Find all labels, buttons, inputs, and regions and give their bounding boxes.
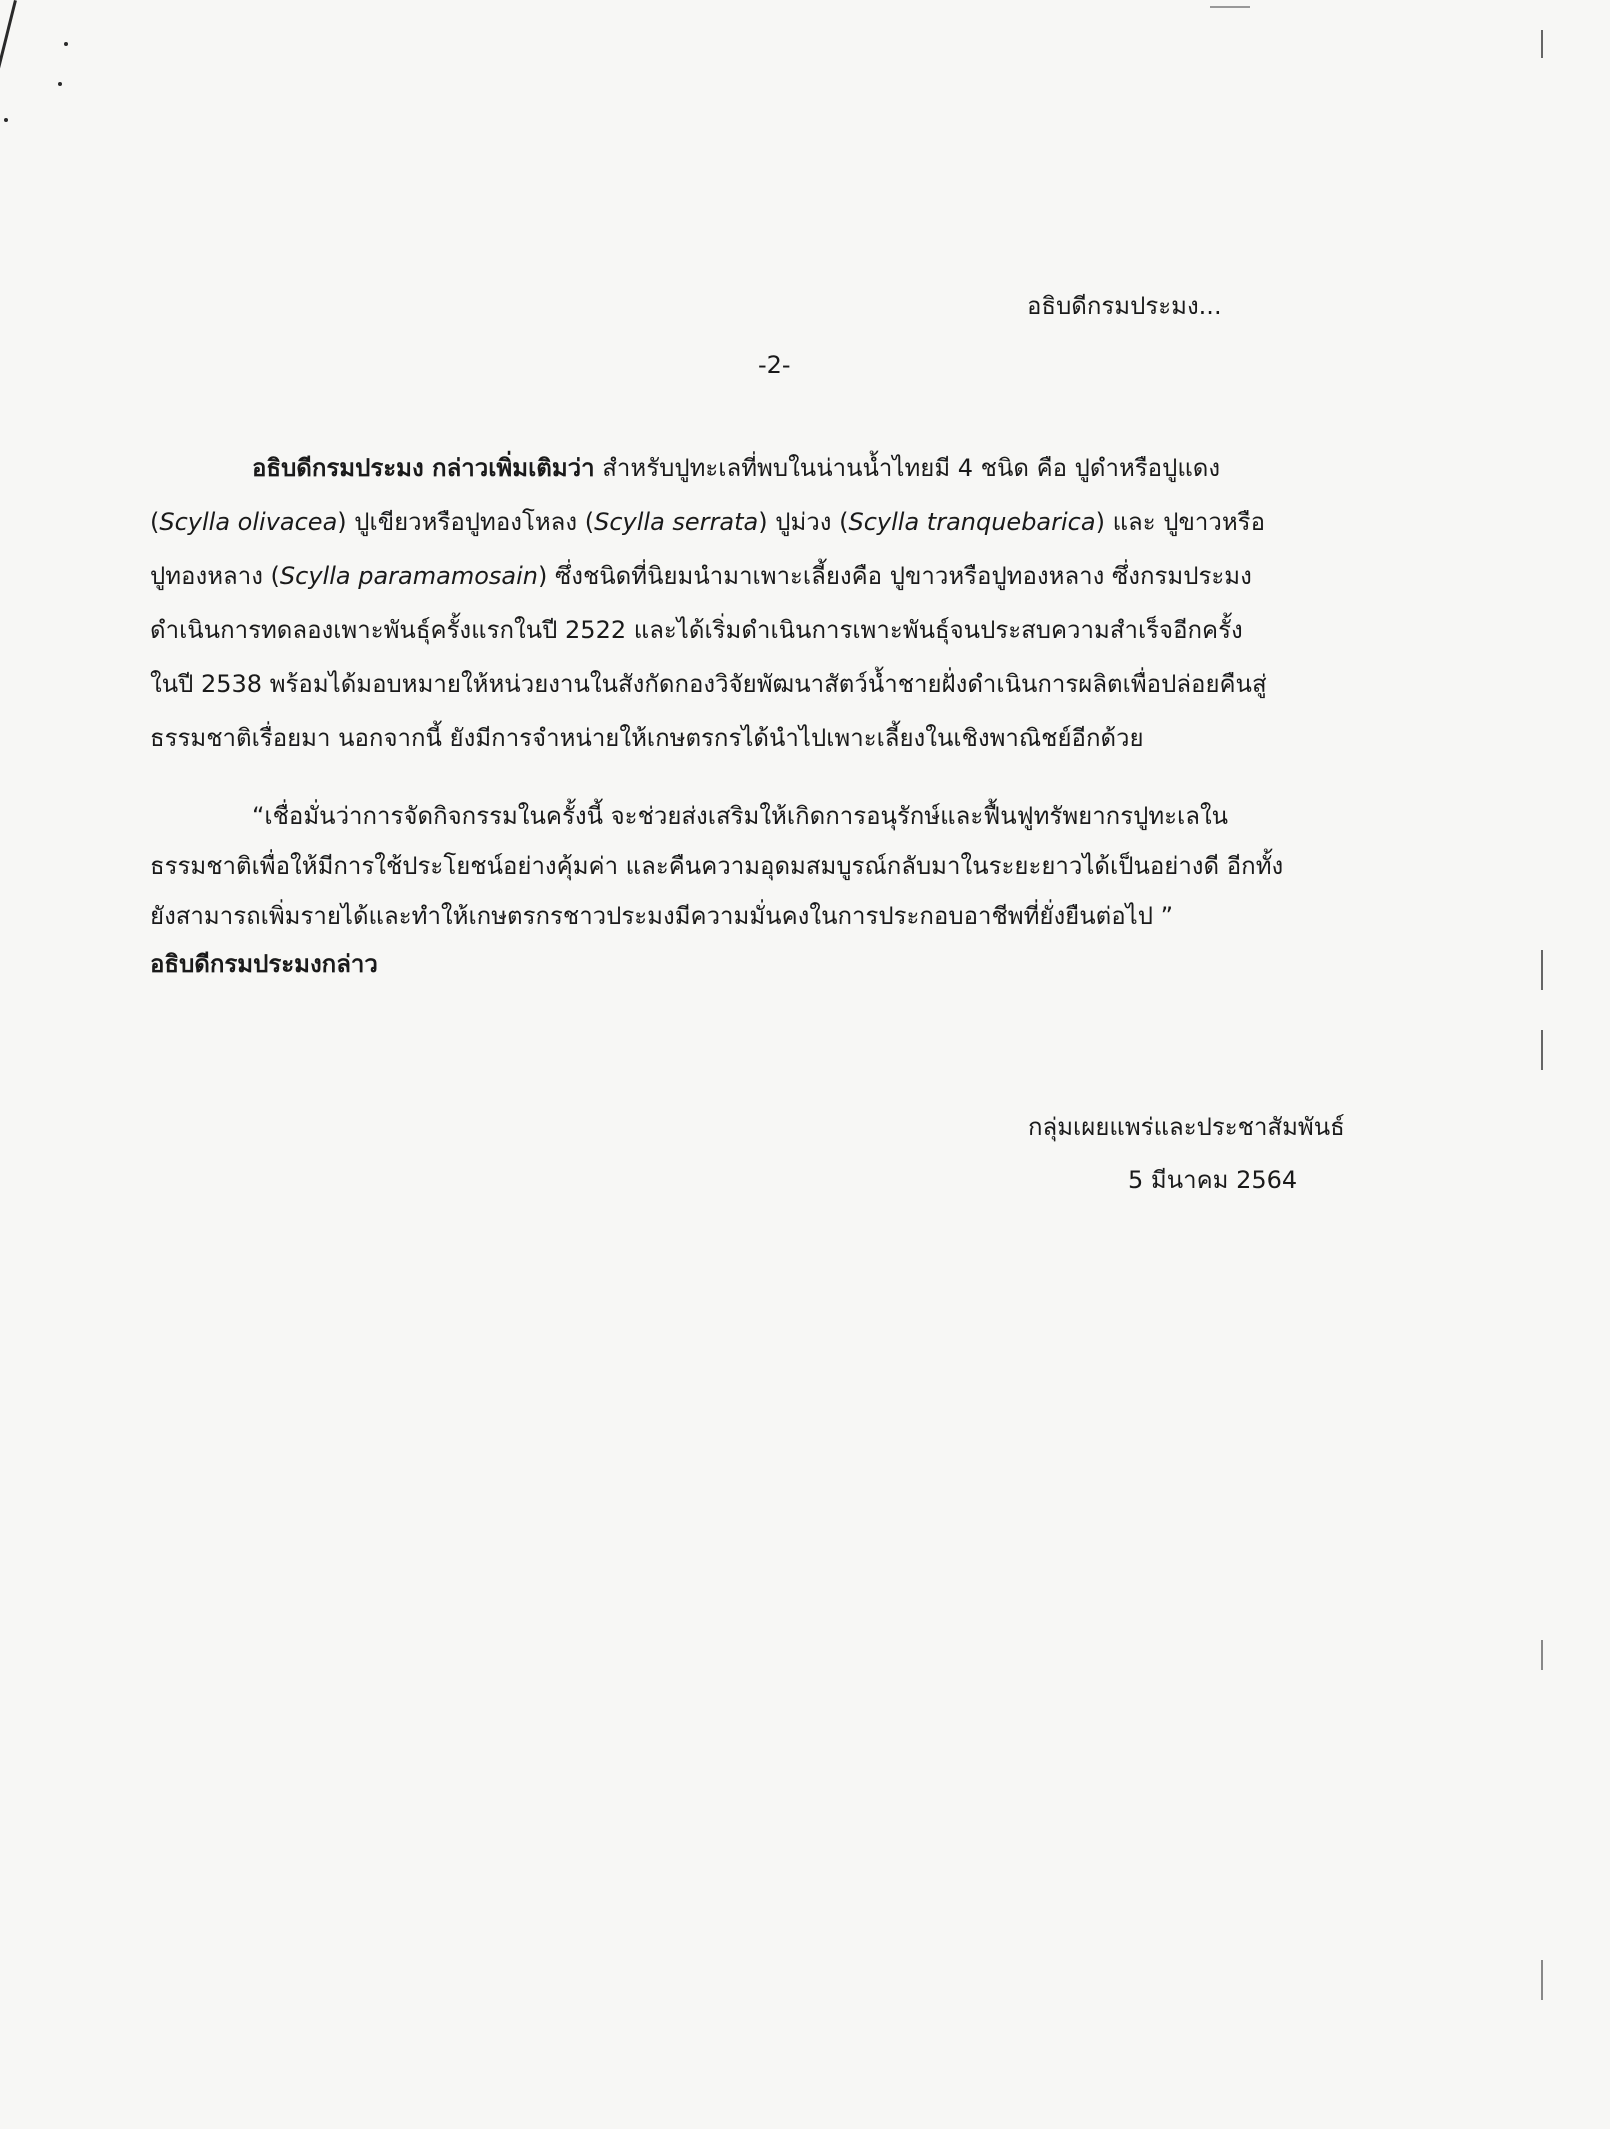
scan-right-edge	[1541, 1030, 1543, 1070]
scan-top-mark	[1210, 6, 1250, 8]
footer-organization: กลุ่มเผยแพร่และประชาสัมพันธ์	[1028, 1113, 1345, 1141]
continuation-header: อธิบดีกรมประมง...	[1027, 292, 1222, 320]
species-name: Scylla olivacea	[159, 508, 338, 536]
scan-dot	[4, 118, 8, 122]
footer-date: 5 มีนาคม 2564	[1128, 1166, 1298, 1194]
scan-edge-mark	[0, 0, 17, 117]
paragraph-line	[150, 610, 1243, 649]
text-run: ธรรมชาติเรื่อยมา นอกจากนี้ ยังมีการจำหน่ายให้เกษตรกรได้นำไปเพาะเลี้ยงในเชิงพาณิชย์อีกด้วย	[150, 724, 1144, 752]
speaker-title: อธิบดีกรมประมง กล่าวเพิ่มเติมว่า	[252, 454, 595, 482]
text-run: ปูทองหลาง (	[150, 562, 280, 590]
text-run: ) ปูเขียวหรือปูทองโหลง (	[337, 508, 595, 536]
text-run: ดำเนินการทดลองเพาะพันธุ์ครั้งแรกในปี 2522 และได้เริ่มดำเนินการเพาะพันธุ์จนประสบความสำเร็จอีกครั้ง	[150, 616, 1243, 644]
text-run: ) และ ปูขาวหรือ	[1095, 508, 1265, 536]
scan-right-edge	[1541, 30, 1543, 58]
text-run: ในปี 2538 พร้อมได้มอบหมายให้หน่วยงานในสังกัดกองวิจัยพัฒนาสัตว์น้ำชายฝั่งดำเนินการผลิตเพื่อปล่อยคืนสู่	[150, 670, 1267, 698]
scan-right-edge	[1541, 1960, 1543, 2000]
paragraph-line	[150, 718, 1144, 757]
quote-line: “เชื่อมั่นว่าการจัดกิจกรรมในครั้งนี้ จะช่วยส่งเสริมให้เกิดการอนุรักษ์และฟื้นฟูทรัพยากรปูทะเลใน	[252, 802, 1229, 830]
paragraph-line	[150, 502, 1265, 541]
text-run: (	[150, 508, 160, 536]
text-run: สำหรับปูทะเลที่พบในน่านน้ำไทยมี 4 ชนิด คือ ปูดำหรือปูแดง	[594, 454, 1221, 482]
paragraph-line	[150, 664, 1267, 703]
quote-line: ธรรมชาติเพื่อให้มีการใช้ประโยชน์อย่างคุ้มค่า และคืนความอุดมสมบูรณ์กลับมาในระยะยาวได้เป็นอย่างดี อีกทั้ง	[150, 852, 1284, 880]
page-number: -2-	[758, 351, 791, 379]
text-run: ) ปูม่วง (	[758, 508, 849, 536]
species-name: Scylla tranquebarica	[848, 508, 1096, 536]
scan-dot	[64, 42, 68, 46]
scan-right-edge	[1541, 950, 1543, 990]
species-name: Scylla paramamosain	[279, 562, 538, 590]
scan-right-edge	[1541, 1640, 1543, 1670]
species-name: Scylla serrata	[594, 508, 759, 536]
quote-line: ยังสามารถเพิ่มรายได้และทำให้เกษตรกรชาวประมงมีความมั่นคงในการประกอบอาชีพที่ยั่งยืนต่อไป ”	[150, 902, 1174, 930]
scan-dot	[58, 82, 62, 86]
text-run: ) ซึ่งชนิดที่นิยมนำมาเพาะเลี้ยงคือ ปูขาวหรือปูทองหลาง ซึ่งกรมประมง	[537, 562, 1252, 590]
quote-attribution: อธิบดีกรมประมงกล่าว	[150, 950, 378, 978]
paragraph-line	[252, 448, 1220, 487]
paragraph-line	[150, 556, 1252, 595]
